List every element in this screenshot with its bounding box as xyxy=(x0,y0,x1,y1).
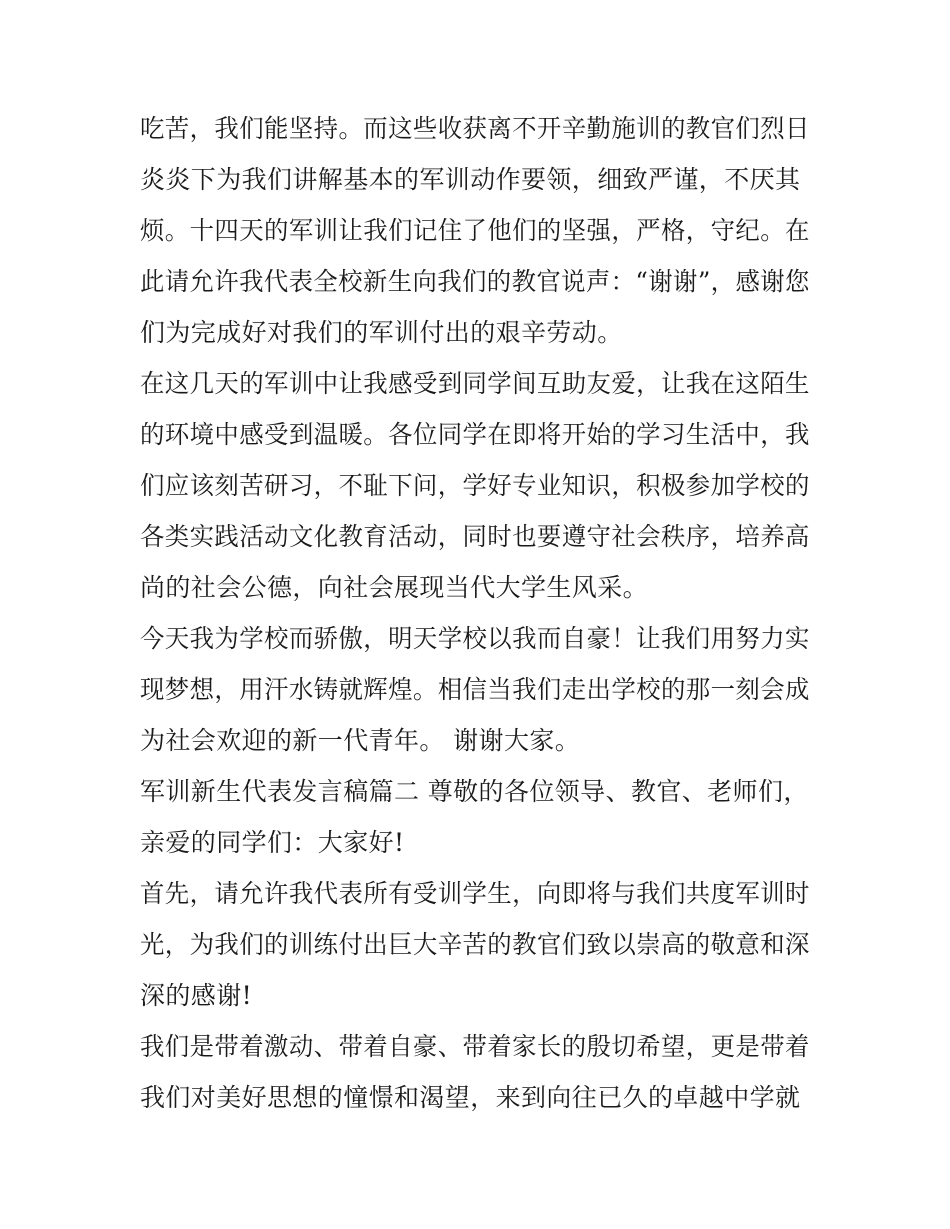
text-line: 在这几天的军训中让我感受到同学间互助友爱，让我在这陌生 xyxy=(140,369,810,398)
text-line: 的环境中感受到温暖。各位同学在即将开始的学习生活中，我 xyxy=(140,420,810,449)
text-line: 光，为我们的训练付出巨大辛苦的教官们致以崇高的敬意和深 xyxy=(140,930,810,959)
text-line: 军训新生代表发言稿篇二 尊敬的各位领导、教官、老师们， xyxy=(140,777,809,806)
text-line: 我们对美好思想的憧憬和渴望，来到向往已久的卓越中学就 xyxy=(140,1083,801,1112)
text-line: 吃苦，我们能坚持。而这些收获离不开辛勤施训的教官们烈日 xyxy=(140,114,810,143)
text-line: 为社会欢迎的新一代青年。 谢谢大家。 xyxy=(140,726,581,755)
text-line: 此请允许我代表全校新生向我们的教官说声：“谢谢”，感谢您 xyxy=(140,267,810,296)
text-line: 炎炎下为我们讲解基本的军训动作要领，细致严谨，不厌其 xyxy=(140,165,801,194)
text-line: 深的感谢! xyxy=(140,981,253,1010)
text-line: 们为完成好对我们的军训付出的艰辛劳动。 xyxy=(140,318,623,347)
text-line: 今天我为学校而骄傲，明天学校以我而自豪！让我们用努力实 xyxy=(140,624,810,653)
text-line: 各类实践活动文化教育活动，同时也要遵守社会秩序，培养高 xyxy=(140,522,810,551)
text-line: 烦。十四天的军训让我们记住了他们的坚强，严格，守纪。在 xyxy=(140,216,810,245)
text-line: 我们是带着激动、带着自豪、带着家长的殷切希望，更是带着 xyxy=(140,1032,810,1061)
text-line: 们应该刻苦研习，不耻下问，学好专业知识，积极参加学校的 xyxy=(140,471,810,500)
text-line: 现梦想，用汗水铸就辉煌。相信当我们走出学校的那一刻会成 xyxy=(140,675,810,704)
text-line: 亲爱的同学们：大家好! xyxy=(140,828,405,857)
text-line: 首先，请允许我代表所有受训学生，向即将与我们共度军训时 xyxy=(140,879,810,908)
text-line: 尚的社会公德，向社会展现当代大学生风采。 xyxy=(140,573,649,602)
